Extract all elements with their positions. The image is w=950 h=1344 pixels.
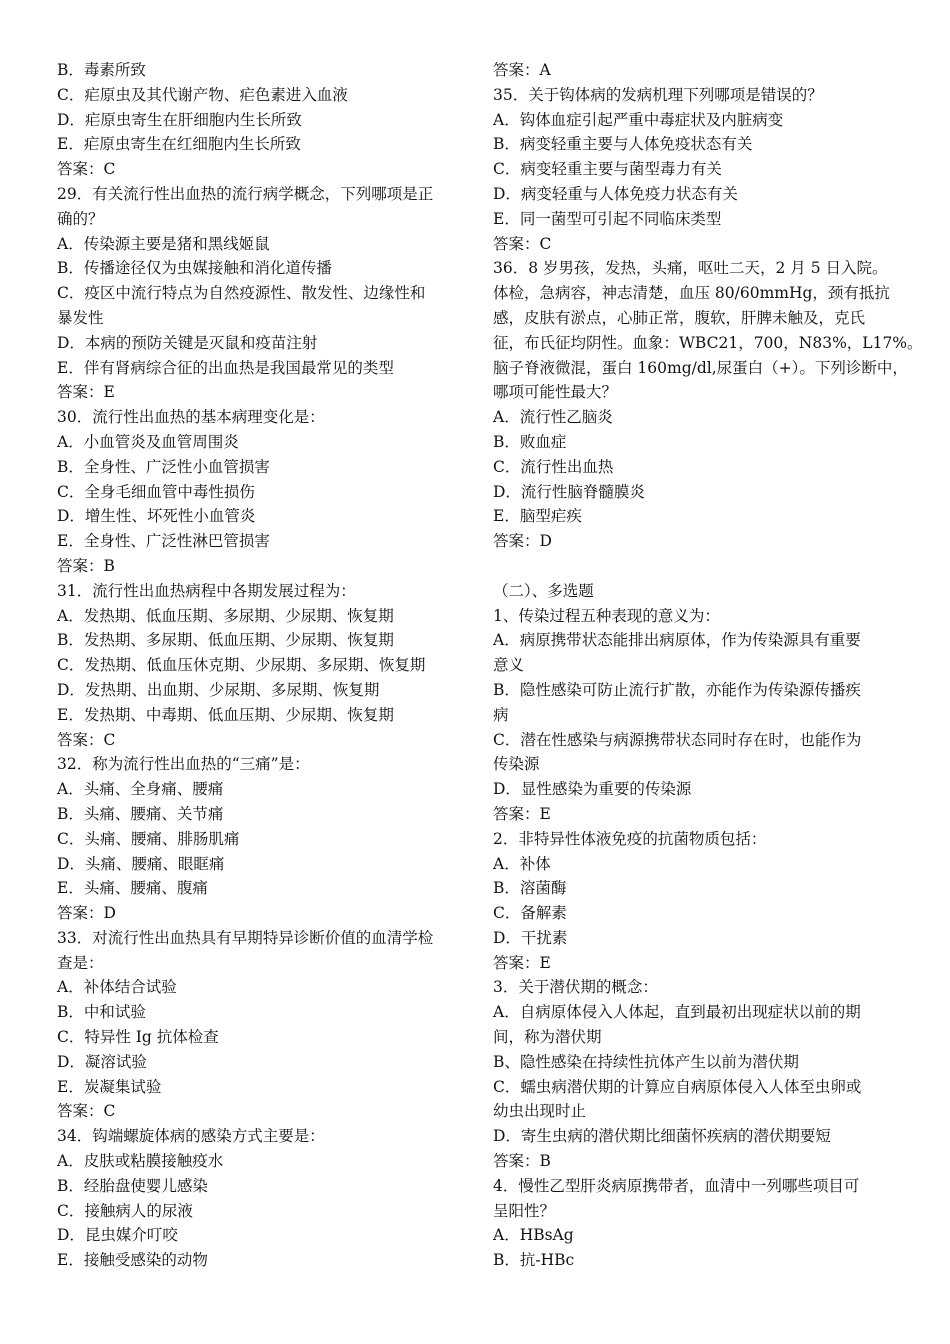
text-line: 体检，急病容，神志清楚，血压 80/60mmHg，颈有抵抗 bbox=[493, 284, 890, 303]
text-line: B．溶菌酶 bbox=[493, 879, 567, 898]
text-line: A．HBsAg bbox=[493, 1226, 574, 1245]
text-line: 感，皮肤有淤点，心肺正常，腹软，肝脾未触及，克氏 bbox=[493, 308, 866, 327]
text-line: C．发热期、低血压休克期、少尿期、多尿期、恢复期 bbox=[57, 656, 426, 675]
text-line: E．接触受感染的动物 bbox=[57, 1251, 208, 1270]
text-line: C．备解素 bbox=[493, 904, 567, 923]
text-line: D．发热期、出血期、少尿期、多尿期、恢复期 bbox=[57, 680, 380, 699]
text-line: A．流行性乙脑炎 bbox=[493, 408, 613, 427]
text-line: 34．钩端螺旋体病的感染方式主要是： bbox=[57, 1127, 325, 1146]
text-line: 29．有关流行性出血热的流行病学概念，下列哪项是正 bbox=[57, 184, 434, 203]
text-line: D．昆虫媒介叮咬 bbox=[57, 1226, 178, 1245]
text-line: B．传播途径仅为虫媒接触和消化道传播 bbox=[57, 259, 332, 278]
text-line: D．寄生虫病的潜伏期比细菌怀疾病的潜伏期要短 bbox=[493, 1127, 831, 1146]
text-line: D．流行性脑脊髓膜炎 bbox=[493, 482, 645, 501]
text-line: A．补体 bbox=[493, 854, 551, 873]
answer-line: 答案：B bbox=[57, 556, 115, 575]
text-line: 3．关于潜伏期的概念： bbox=[493, 978, 658, 997]
answer-line: 答案：E bbox=[493, 953, 551, 972]
text-line: B．病变轻重主要与人体免疫状态有关 bbox=[493, 135, 753, 154]
blank-line bbox=[493, 554, 898, 579]
text-line: E．伴有肾病综合征的出血热是我国最常见的类型 bbox=[57, 358, 394, 377]
text-line: 确的？ bbox=[57, 209, 104, 228]
answer-line: 答案：E bbox=[57, 383, 115, 402]
answer-line: 答案：D bbox=[493, 532, 552, 551]
text-line: E．头痛、腰痛、腹痛 bbox=[57, 879, 208, 898]
answer-line: 答案：C bbox=[57, 1102, 116, 1121]
text-line: C．疟原虫及其代谢产物、疟色素进入血液 bbox=[57, 85, 348, 104]
text-line: C．流行性出血热 bbox=[493, 457, 614, 476]
text-line: D．干扰素 bbox=[493, 928, 568, 947]
text-line: A．头痛、全身痛、腰痛 bbox=[57, 780, 224, 799]
text-line: E．全身性、广泛性淋巴管损害 bbox=[57, 532, 270, 551]
text-line: B．抗-HBc bbox=[493, 1251, 575, 1270]
text-line: A．皮肤或粘膜接触疫水 bbox=[57, 1152, 224, 1171]
answer-line: 答案：C bbox=[57, 730, 116, 749]
text-line: D．显性感染为重要的传染源 bbox=[493, 780, 692, 799]
answer-line: 答案：D bbox=[57, 904, 116, 923]
answer-line: 答案：E bbox=[493, 804, 551, 823]
text-line: 哪项可能性最大？ bbox=[493, 383, 618, 402]
text-line: D．头痛、腰痛、眼眶痛 bbox=[57, 854, 225, 873]
text-line: C．特异性 Ig 抗体检查 bbox=[57, 1028, 219, 1047]
text-line: C．接触病人的尿液 bbox=[57, 1201, 193, 1220]
text-line: A．补体结合试验 bbox=[57, 978, 177, 997]
text-line: D．病变轻重与人体免疫力状态有关 bbox=[493, 184, 738, 203]
text-line: C．病变轻重主要与菌型毒力有关 bbox=[493, 160, 722, 179]
text-line: 暴发性 bbox=[57, 308, 104, 327]
answer-line: 答案：C bbox=[57, 160, 116, 179]
text-line: E．同一菌型可引起不同临床类型 bbox=[493, 209, 722, 228]
text-line: E．疟原虫寄生在红细胞内生长所致 bbox=[57, 135, 301, 154]
text-line: C．蠕虫病潜伏期的计算应自病原体侵入人体至虫卵或 bbox=[493, 1077, 862, 1096]
text-line: B．发热期、多尿期、低血压期、少尿期、恢复期 bbox=[57, 631, 394, 650]
text-line: 1、传染过程五种表现的意义为： bbox=[493, 606, 720, 625]
answer-line: 答案：A bbox=[493, 61, 551, 79]
text-line: C．潜在性感染与病源携带状态同时存在时，也能作为 bbox=[493, 730, 862, 749]
text-line: B．败血症 bbox=[493, 432, 567, 451]
text-line: A．发热期、低血压期、多尿期、少尿期、恢复期 bbox=[57, 606, 394, 625]
text-line: A．传染源主要是猪和黑线姬鼠 bbox=[57, 234, 270, 253]
text-line: 35．关于钩体病的发病机理下列哪项是错误的？ bbox=[493, 85, 823, 104]
text-line: 查是： bbox=[57, 953, 104, 972]
text-line: 2．非特异性体液免疫的抗菌物质包括： bbox=[493, 829, 767, 848]
text-line: 33．对流行性出血热具有早期特异诊断价值的血清学检 bbox=[57, 928, 434, 947]
text-line: 30．流行性出血热的基本病理变化是： bbox=[57, 408, 325, 427]
text-line: A．钩体血症引起严重中毒症状及内脏病变 bbox=[493, 110, 784, 129]
text-line: E．炭凝集试验 bbox=[57, 1077, 162, 1096]
text-line: D．疟原虫寄生在肝细胞内生长所致 bbox=[57, 110, 302, 129]
text-line: 32．称为流行性出血热的“三痛”是： bbox=[57, 755, 310, 774]
text-line: 间，称为潜伏期 bbox=[493, 1028, 602, 1047]
text-line: 31．流行性出血热病程中各期发展过程为： bbox=[57, 581, 356, 600]
text-line: 幼虫出现时止 bbox=[493, 1102, 587, 1121]
text-line: B．经胎盘使婴儿感染 bbox=[57, 1176, 208, 1195]
text-line: 4．慢性乙型肝炎病原携带者，血清中一列哪些项目可 bbox=[493, 1176, 860, 1195]
text-line: C．疫区中流行特点为自然疫源性、散发性、边缘性和 bbox=[57, 284, 426, 303]
text-line: 意义 bbox=[493, 656, 525, 675]
text-line: E．脑型疟疾 bbox=[493, 507, 582, 526]
answer-line: 答案：B bbox=[493, 1152, 551, 1171]
text-line: A．自病原体侵入人体起，直到最初出现症状以前的期 bbox=[493, 1003, 861, 1022]
text-line: 36．8 岁男孩，发热，头痛，呕吐二天，2 月 5 日入院。 bbox=[493, 259, 888, 278]
text-line: D．增生性、坏死性小血管炎 bbox=[57, 507, 256, 526]
left-text-column bbox=[57, 58, 465, 1273]
text-line: E．发热期、中毒期、低血压期、少尿期、恢复期 bbox=[57, 705, 394, 724]
text-line: 病 bbox=[493, 705, 509, 724]
text-line: 传染源 bbox=[493, 755, 540, 774]
text-line: B．中和试验 bbox=[57, 1003, 146, 1022]
text-line: A．病原携带状态能排出病原体，作为传染源具有重要 bbox=[493, 631, 861, 650]
text-line: 脑子脊液微混，蛋白 160mg/dl,尿蛋白（+）。下列诊断中， bbox=[493, 358, 908, 377]
text-line: 呈阳性？ bbox=[493, 1201, 556, 1220]
text-line: B．隐性感染可防止流行扩散，亦能作为传染源传播疾 bbox=[493, 680, 861, 699]
text-line: C．头痛、腰痛、腓肠肌痛 bbox=[57, 829, 240, 848]
text-line: B、隐性感染在持续性抗体产生以前为潜伏期 bbox=[493, 1052, 799, 1071]
text-line: （二）、多选题 bbox=[493, 581, 594, 600]
text-line: 征，布氏征均阴性。血象：WBC21，700，N83%，L17%。 bbox=[493, 333, 923, 352]
text-line: A．小血管炎及血管周围炎 bbox=[57, 432, 239, 451]
text-line: D．本病的预防关键是灭鼠和疫苗注射 bbox=[57, 333, 318, 352]
text-line: D．凝溶试验 bbox=[57, 1052, 147, 1071]
right-text-column bbox=[493, 58, 923, 1273]
text-line: B．毒素所致 bbox=[57, 61, 146, 79]
answer-line: 答案：C bbox=[493, 234, 552, 253]
text-line: C．全身毛细血管中毒性损伤 bbox=[57, 482, 255, 501]
text-line: B．全身性、广泛性小血管损害 bbox=[57, 457, 270, 476]
text-line: B．头痛、腰痛、关节痛 bbox=[57, 804, 224, 823]
